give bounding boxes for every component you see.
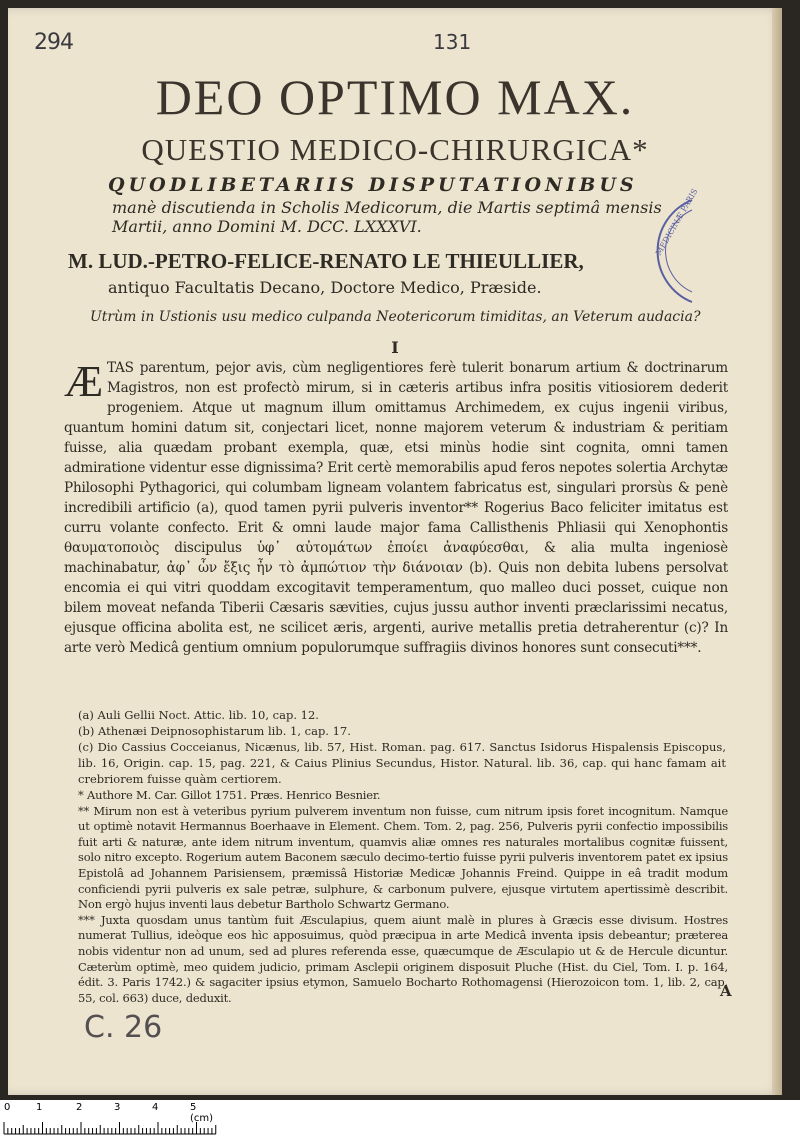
note-gunpowder: ** Mirum non est à veteribus pyrium pulverem inventum non fuisse, cum nitrum ipsis foret incognitum. Namque ut optimè notavit Hermannus Boerhaave in Element. Chem. Tom. 2, pag. 256, Pulveris pyrii confectio impossibilis fuit arti & naturæ, ante idem nitrum inventum, quamvis aliæ omnes res naturales mortalibus cognitæ fuissent, solo nitro excepto. Rogerium autem Baconem sæculo decimo-tertio fuisse pyrii pulveris inventorem patet ex ipsius Epistolâ ad Johannem Parisiensem, præmissâ Historiæ Medicæ Johannis Freind. Quippe in eâ tradit modum conficiendi pyrii pulveris ex sale petræ, sulphure, & carbonum pulvere, ejusque virtutem apertissimè describit. Non ergò hujus inventi laus debetur Bartholo Schwartz Germano. <box>78 803 728 912</box>
thesis-question: Utrùm in Ustionis usu medico culpanda Neotericorum timiditas, an Veterum audacia? <box>90 309 701 325</box>
ruler-label-4: 4 <box>152 1102 159 1113</box>
note-author: * Authore M. Car. Gillot 1751. Præs. Henrico Besnier. <box>78 788 381 802</box>
title-line-3: QUODLIBETARIIS DISPUTATIONIBUS <box>108 174 638 196</box>
praeses-name: M. LUD.-PETRO-FELICE-RENATO LE THIEULLIER, <box>68 249 584 273</box>
signature-mark: A <box>720 982 732 1000</box>
document-page <box>8 8 782 1095</box>
title-line-2: QUESTIO MEDICO-CHIRURGICA* <box>141 132 649 167</box>
footnote-b: (b) Athenæi Deipnosophistarum lib. 1, cap. 17. <box>78 724 351 738</box>
note-aesculapius: *** Juxta quosdam unus tantùm fuit Æsculapius, quem aiunt malè in plures à Græcis esse divisum. Hostres numerat Tullius, ideòque eos hìc apposuimus, quòd præcipua in arte Medicâ inventa ipsis debeantur; præterea nobis videntur non ad unum, sed ad plures referenda esse, quæcumque de Æsculapio ut & de Hercule dicuntur. Cæterùm optimè, meo quidem judicio, primam Asclepii originem disposuit Pluche (Hist. du Ciel, Tom. I. p. 164, édit. 3. Paris 1742.) & sagaciter ipsius etymon, Samuelo Bocharto Rothomagensi (Hierozoicon tom. 1, lib. 2, cap. 55, col. 663) duce, deduxit. <box>78 912 728 1005</box>
footnote-c: (c) Dio Cassius Cocceianus, Nicænus, lib. 57, Hist. Roman. pag. 617. Sanctus Isidorus Hispalensis Episcopus, lib. 16, Origin. cap. 15, pag. 221, & Caius Plinius Secundus, Histor. Natural. lib. 36, cap. qui hanc famam ait crebriorem fuisse quàm certiorem. <box>78 740 726 786</box>
handwritten-page-number: 131 <box>433 30 472 54</box>
footnotes <box>78 707 726 787</box>
handwritten-shelf-mark: C. 26 <box>84 1010 163 1045</box>
ruler-label-2: 2 <box>76 1102 83 1113</box>
title-line-1: DEO OPTIMO MAX. <box>155 69 635 125</box>
scale-ruler <box>0 1100 800 1137</box>
page-edge <box>772 8 782 1095</box>
ruler-label-0: 0 <box>4 1102 11 1113</box>
drop-cap: Æ <box>64 357 103 406</box>
ruler-label-5: 5 (cm) <box>190 1102 214 1124</box>
footnote-a: (a) Auli Gellii Noct. Attic. lib. 10, cap. 12. <box>78 708 319 722</box>
svg-text:MEDICINÆ PARIS: MEDICINÆ PARIS <box>653 187 700 257</box>
body-paragraph: TAS parentum, pejor avis, cùm negligentiores ferè tulerit bonarum artium & doctrinarum Magistros, non est profectò mirum, si in cæteris artibus infra positis vitiosiorem dederit progeniem. Atque ut magnum illum omittamus Archimedem, ex cujus ingenii viribus, quantum homini datum sit, conjectari licet, nonne majorem veterum & industriam & peritiam fuisse, alia quædam probant exempla, quæ, etsi minùs hodie sint cognita, omni tamen admiratione videntur esse dignissima? Erit certè memorabilis apud feros nepotes solertia Archytæ Philosophi Pythagorici, qui columbam ligneam volantem fabricatus est, singulari prorsùs & penè incredibili artificio (a), quod tamen pyrii pulveris inventor** Rogerius Baco feliciter imitatus est curru volante confecto. Erit & omni laude major fama Callisthenis Phliasii qui Xenophontis θαυματοποιὸς discipulus ὑφ᾽ αὐτομάτων ἐποίει ἀναφύεσθαι, & alia multa ingeniosè machinabatur, ἀφ᾽ ὧν ἔξις ἦν τὸ ἀμπώτιον τὴν διάνοιαν (b). Quis non debita lubens persolvat encomia ei qui vitri quoddam excogitavit temperamentum, quo malleo duci posset, cuique non bilem moveat nefanda Tiberii Cæsaris sævities, cujus jussu author inventi præclarissimi necatus, ejusque officina abolita est, ne scilicet æris, argenti, aurive metallis pretia detraherentur (c)? In arte verò Medicâ gentium omnium populorumque suffragiis divinos honores sunt consecuti***. <box>64 360 728 656</box>
ruler-label-1: 1 <box>36 1102 43 1113</box>
library-stamp <box>614 187 700 306</box>
ruler-label-3: 3 <box>114 1102 121 1113</box>
ruler-ticks <box>0 1100 240 1137</box>
main-body <box>64 358 728 658</box>
praeses-role: antiquo Facultatis Decano, Doctore Medico, Præside. <box>108 278 542 297</box>
section-numeral: I <box>391 338 399 357</box>
asterisk-notes <box>78 788 728 1006</box>
title-line-4: manè discutienda in Scholis Medicorum, die Martis septimâ mensis Martii, anno Domini M. DCC. LXXXVI. <box>112 198 662 236</box>
handwritten-folio-number: 294 <box>34 30 73 55</box>
